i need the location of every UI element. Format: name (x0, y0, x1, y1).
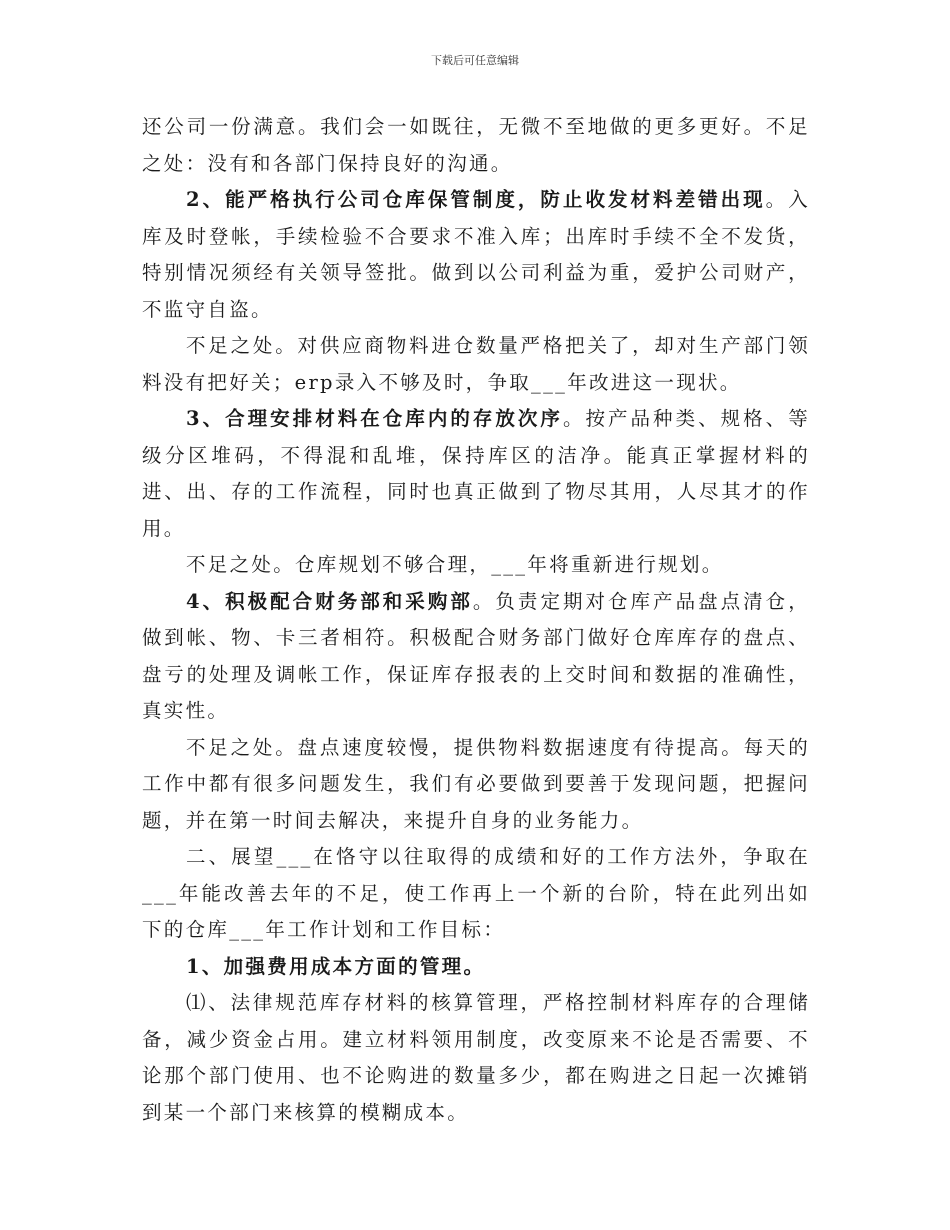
paragraph-2 (142, 182, 810, 328)
paragraph-5 (142, 547, 810, 584)
paragraph-4-heading: 3、合理安排材料在仓库内的存放次序 (186, 407, 563, 430)
paragraph-9 (142, 949, 810, 986)
paragraph-7 (142, 730, 810, 840)
paragraph-7-text: 不足之处。盘点速度较慢，提供物料数据速度有待提高。每天的工作中都有很多问题发生，我们有必要做到要善于发现问题，把握问题，并在第一时间去解决，来提升自身的业务能力。 (142, 735, 810, 832)
paragraph-6-heading: 4、积极配合财务部和采购部 (186, 589, 473, 613)
paragraph-2-heading: 2、能严格执行公司仓库保管制度，防止收发材料差错出现 (186, 188, 766, 211)
paragraph-9-heading: 1、加强费用成本方面的管理。 (186, 954, 486, 978)
paragraph-1 (142, 109, 810, 182)
paragraph-3-text: 不足之处。对供应商物料进仓数量严格把关了，却对生产部门领料没有把好关；erp录入不够及时，争取___年改进这一现状。 (142, 334, 810, 394)
paragraph-5-text: 不足之处。仓库规划不够合理，___年将重新进行规划。 (186, 553, 724, 576)
paragraph-8-text: 二、展望___在恪守以往取得的成绩和好的工作方法外，争取在___年能改善去年的不足，使工作再上一个新的台阶，特在此列出如下的仓库___年工作计划和工作目标： (142, 845, 810, 941)
paragraph-2-text: 。入库及时登帐，手续检验不合要求不准入库；出库时手续不全不发货，特别情况须经有关领导签批。做到以公司利益为重，爱护公司财产，不监守自盗。 (142, 188, 810, 321)
page-header: 下载后可任意编辑 (431, 54, 519, 67)
document-body (142, 109, 810, 1131)
paragraph-4 (142, 401, 810, 547)
paragraph-3 (142, 328, 810, 401)
paragraph-1-text: 还公司一份满意。我们会一如既往，无微不至地做的更多更好。不足之处：没有和各部门保持良好的沟通。 (142, 115, 810, 175)
paragraph-6 (142, 584, 810, 730)
paragraph-6-text: 。负责定期对仓库产品盘点清仓，做到帐、物、卡三者相符。积极配合财务部门做好仓库库存的盘点、盘亏的处理及调帐工作，保证库存报表的上交时间和数据的准确性，真实性。 (142, 589, 810, 722)
paragraph-10 (142, 985, 810, 1131)
paragraph-4-text: 。按产品种类、规格、等级分区堆码，不得混和乱堆，保持库区的洁净。能真正掌握材料的进、出、存的工作流程，同时也真正做到了物尽其用，人尽其才的作用。 (142, 407, 810, 540)
paragraph-8 (142, 839, 810, 949)
paragraph-10-text: ⑴、法律规范库存材料的核算管理，严格控制材料库存的合理储备，减少资金占用。建立材料领用制度，改变原来不论是否需要、不论那个部门使用、也不论购进的数量多少，都在购进之日起一次摊销到某一个部门来核算的模糊成本。 (142, 991, 810, 1124)
